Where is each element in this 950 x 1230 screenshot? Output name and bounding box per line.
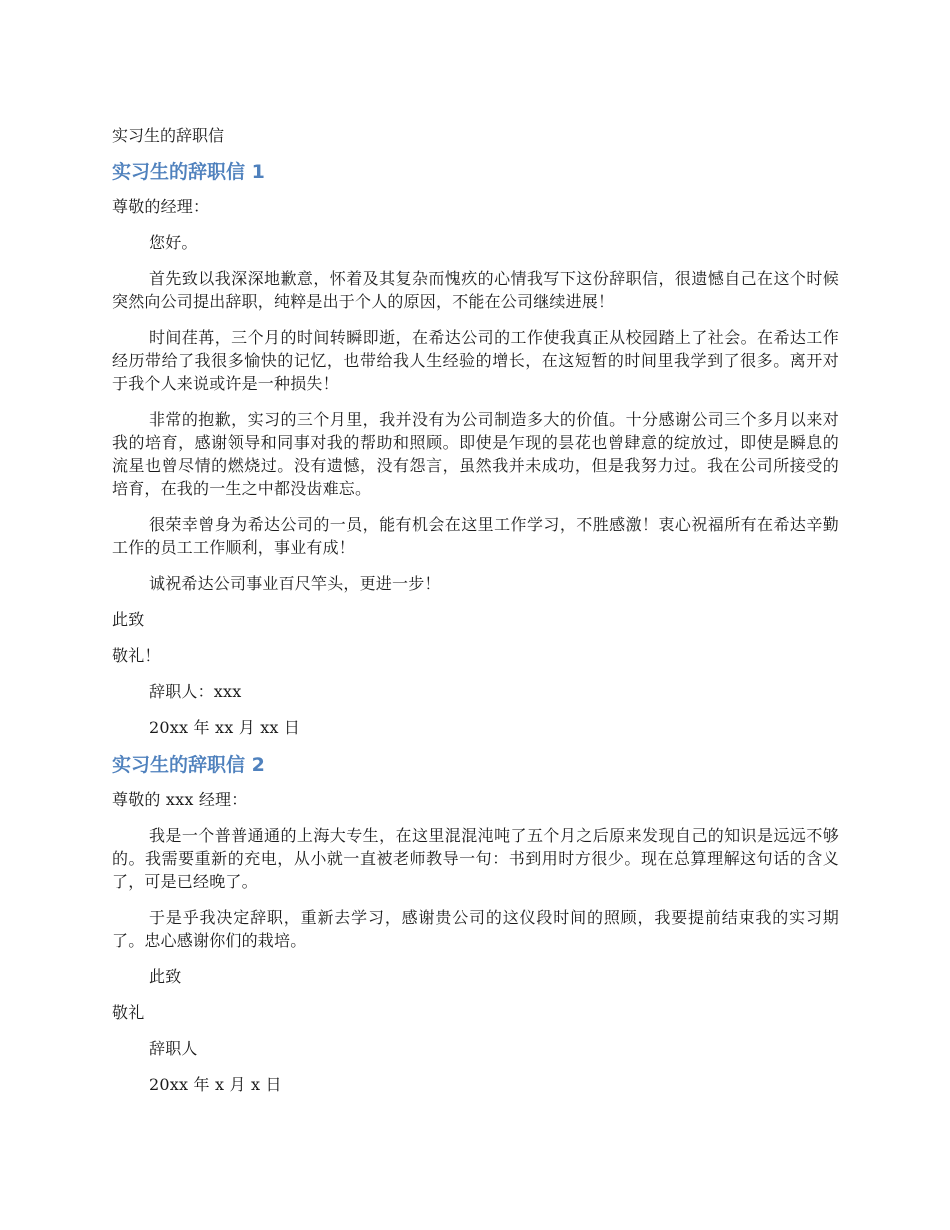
letter-1-date: 20xx 年 xx 月 xx 日 bbox=[149, 718, 301, 737]
letter-2-paragraph: 我是一个普普通通的上海大专生，在这里混混沌吨了五个月之后原来发现自己的知识是远远不够的。我需要重新的充电，从小就一直被老师教导一句：书到用时方很少。现在总算理解这句话的含义了，可是已经晚了。 bbox=[112, 826, 839, 891]
letter-1-paragraph: 时间荏苒，三个月的时间转瞬即逝，在希达公司的工作使我真正从校园踏上了社会。在希达工作经历带给了我很多愉快的记忆，也带给我人生经验的增长，在这短暂的时间里我学到了很多。离开对于我个人来说或许是一种损失！ bbox=[112, 328, 839, 393]
letter-2-signer: 辞职人 bbox=[149, 1039, 198, 1058]
letter-2-closing: 此致 bbox=[149, 967, 182, 986]
letter-1-salutation: 尊敬的经理： bbox=[112, 197, 210, 216]
letter-1-paragraph: 非常的抱歉，实习的三个月里，我并没有为公司制造多大的价值。十分感谢公司三个多月以来对我的培育，感谢领导和同事对我的帮助和照顾。即使是乍现的昙花也曾肆意的绽放过，即使是瞬息的流星也曾尽情的燃烧过。没有遗憾，没有怨言，虽然我并未成功，但是我努力过。我在公司所接受的培育，在我的一生之中都没齿难忘。 bbox=[112, 410, 839, 498]
document-title: 实习生的辞职信 bbox=[112, 126, 225, 145]
document-page bbox=[112, 123, 839, 1109]
letter-2-heading: 实习生的辞职信 2 bbox=[112, 754, 265, 776]
letter-2-paragraph: 于是乎我决定辞职，重新去学习，感谢贵公司的这仪段时间的照顾，我要提前结束我的实习期了。忠心感谢你们的栽培。 bbox=[112, 908, 839, 950]
letter-2-date: 20xx 年 x 月 x 日 bbox=[149, 1075, 282, 1094]
letter-1-signer: 辞职人：xxx bbox=[149, 682, 242, 701]
letter-1-heading: 实习生的辞职信 1 bbox=[112, 161, 265, 183]
letter-1-closing: 此致 bbox=[112, 610, 145, 629]
letter-1-salute: 敬礼！ bbox=[112, 646, 161, 665]
letter-2-salutation: 尊敬的 xxx 经理： bbox=[112, 790, 248, 809]
letter-1-paragraph: 诚祝希达公司事业百尺竿头，更进一步！ bbox=[149, 574, 441, 593]
letter-1-paragraph: 首先致以我深深地歉意，怀着及其复杂而愧疚的心情我写下这份辞职信，很遗憾自己在这个时候突然向公司提出辞职，纯粹是出于个人的原因，不能在公司继续进展！ bbox=[112, 269, 839, 311]
letter-1-paragraph: 很荣幸曾身为希达公司的一员，能有机会在这里工作学习，不胜感激！衷心祝福所有在希达辛勤工作的员工工作顺利，事业有成！ bbox=[112, 515, 839, 557]
letter-1-greeting: 您好。 bbox=[149, 233, 198, 252]
letter-2-salute: 敬礼 bbox=[112, 1003, 145, 1022]
